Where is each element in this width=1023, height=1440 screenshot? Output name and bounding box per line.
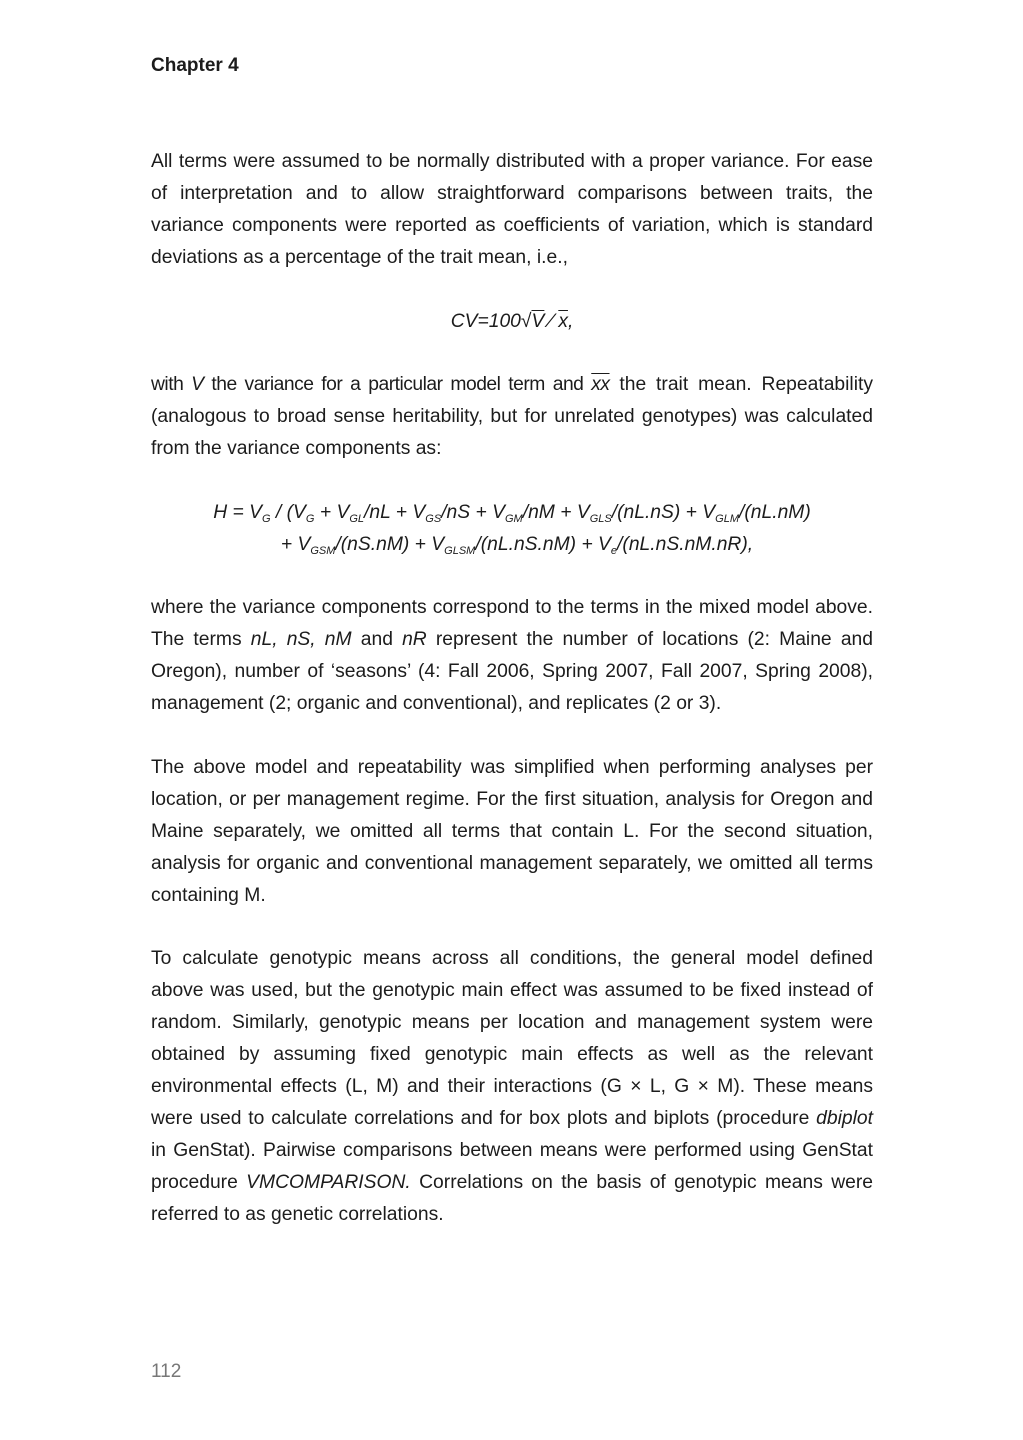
- formula-subscript-line1-3: G: [305, 513, 315, 525]
- paragraph-1: All terms were assumed to be normally distributed with a proper variance. For ease of interpretation and to allow straightforward comparisons between traits, the variance components were reported as coefficients of variation, which is standard deviations as a percentage of the trait mean, i.e.,: [151, 151, 873, 268]
- paragraph-3: where the variance components correspond to the terms in the mixed model above. The terms nL, nS, nM and nR represent the number of locations (2: Maine and Oregon), number of ‘seasons’ (4: Fall 2006, Spring 2007, Fall 2007, Spring 2008), management (2; organic and conventional), and replicates (2 or 3).: [151, 597, 873, 714]
- page-number: 112: [151, 1361, 182, 1382]
- formula-subscript-line1-7: GS: [425, 513, 442, 525]
- variable-xx: $\overline{xx}$: [591, 374, 610, 395]
- formula-subscript-line2-1: GSM: [310, 545, 336, 557]
- formula-text-line1-4: + V: [314, 502, 350, 523]
- formula-subscript-line2-3: GLSM: [444, 545, 476, 557]
- formula-text-line2-6: /(nL.nS.nM.nR),: [617, 534, 754, 555]
- paragraph-4: The above model and repeatability was simplified when performing analyses per location, or per management regime. For the first situation, analysis for Oregon and Maine separately, we omitted all terms that contain L. For the second situation, analysis for organic and conventional management separately, we omitted all terms containing M.: [151, 757, 873, 906]
- formula-text-line1-6: /nL + V: [364, 502, 426, 523]
- formula-text-line1-10: /nM + V: [522, 502, 590, 523]
- formula-text-line2-2: /(nS.nM) + V: [335, 534, 445, 555]
- formula-text-line1-14: /(nL.nM): [738, 502, 811, 523]
- formula-subscript-line2-5: e: [610, 545, 618, 557]
- formula-text-line2-4: /(nL.nS.nM) + V: [475, 534, 611, 555]
- cv-div: ⁄: [544, 311, 559, 332]
- cv-v: V: [531, 311, 545, 332]
- h-formula-line-2: [151, 529, 873, 561]
- formula-subscript-line1-9: GM: [504, 513, 523, 525]
- formula-subscript-line1-5: GL: [349, 513, 364, 525]
- formula-subscript-line1-13: GLM: [715, 513, 739, 525]
- cv-formula: [151, 306, 873, 338]
- formula-text-line1-0: H = V: [213, 502, 262, 523]
- formula-text-line1-2: / (V: [270, 502, 306, 523]
- chapter-header: Chapter 4: [151, 55, 239, 76]
- formula-subscript-line1-1: G: [261, 513, 271, 525]
- h-formula-line-1: [151, 497, 873, 529]
- cv-xbar: $\overline{x}$: [558, 311, 568, 332]
- cv-lhs: CV=100: [450, 311, 521, 332]
- variable-v: V: [191, 374, 204, 395]
- formula-text-line2-0: + V: [280, 534, 311, 555]
- formula-subscript-line1-11: GLS: [589, 513, 612, 525]
- formula-text-line1-8: /nS + V: [441, 502, 505, 523]
- paragraph-5: To calculate genotypic means across all conditions, the general model defined above was used, but the genotypic main effect was assumed to be fixed instead of random. Similarly, genotypic means per location and management system were obtained by assuming fixed genotypic main effects as well as the relevant environmental effects (L, M) and their interactions (G × L, G × M). These means were used to calculate correlations and for box plots and biplots (procedure dbiplot in GenStat). Pairwise comparisons between means were performed using GenStat procedure VMCOMPARISON. Correlations on the basis of genotypic means were referred to as genetic correlations.: [151, 948, 873, 1225]
- radical-sign: √: [520, 311, 532, 332]
- formula-text-line1-12: /(nL.nS) + V: [611, 502, 716, 523]
- cv-tail: ,: [567, 311, 574, 332]
- paragraph-2: with V the variance for a particular model term and $\overline{xx}$ the trait mean. Repeatability (analogous to broad sense heritability, but for unrelated genotypes) was calculated from the variance components as:: [151, 374, 873, 459]
